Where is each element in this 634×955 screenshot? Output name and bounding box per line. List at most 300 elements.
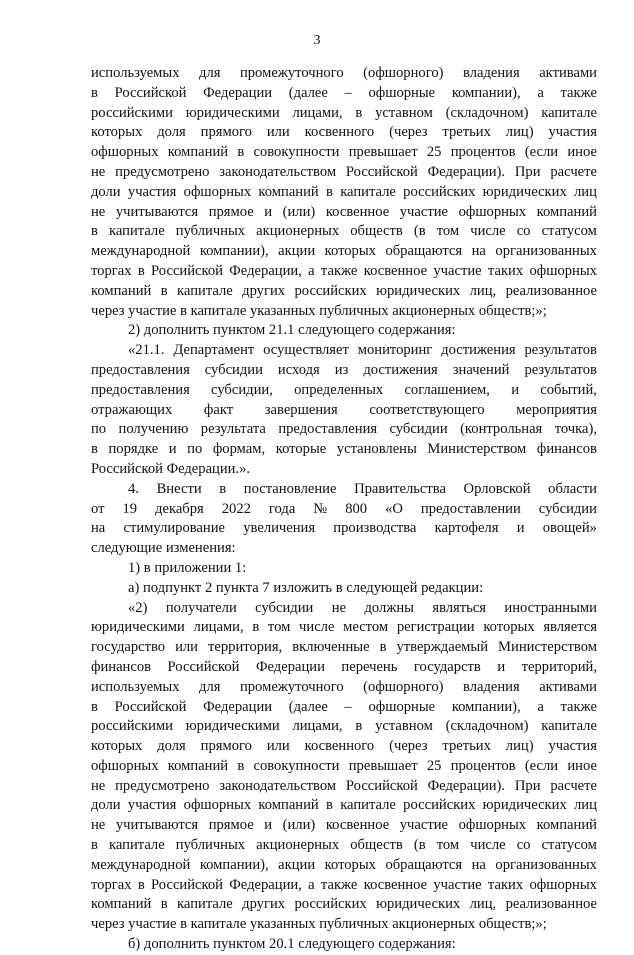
text-word: точка), [554,421,597,438]
text-word: Российской [114,84,187,101]
text-line [91,420,597,440]
text-word: Министерством [498,639,597,656]
text-word: косвенное [325,817,390,834]
text-word: том [436,223,460,240]
text-word: офшорных [183,797,252,814]
text-word: предоставления [91,381,190,398]
text-line [91,460,597,480]
text-word: в [91,84,98,101]
text-line [91,539,597,559]
text-word: российских [403,797,476,814]
text-word: предоставлении [420,500,521,517]
text-word: а [308,262,315,279]
text-word: таких [487,876,524,893]
text-word: в [326,183,333,200]
text-word: лиц, [469,282,497,299]
text-word: предусмотрено [115,777,210,794]
text-word: компании), [199,243,269,260]
text-line [91,757,597,777]
text-word: государств [413,658,481,675]
text-word: (через [389,738,428,755]
text-line [91,658,597,678]
text-word: субсидии [389,421,448,438]
text-word: от [91,500,105,517]
text-word: соглашением, [404,381,490,398]
text-word: следующие изменения: [91,540,236,557]
text-word: а [537,84,544,101]
text-word: офшорных [91,757,159,774]
text-word: на [91,520,106,537]
text-line [91,559,597,579]
text-word: капитале [541,718,597,735]
text-word: косвенное [325,203,390,220]
text-word: через участие в капитале указанных публичных акционерных обществ;»; [91,302,547,319]
text-word: акционерных [256,223,340,240]
text-word: промежуточного [239,678,344,695]
text-word: (или) [282,817,316,834]
text-word: стимулирование [123,520,226,537]
text-word: совокупности [253,144,340,161]
text-word: должны [364,599,414,616]
text-word: При [514,777,541,794]
text-word: результатов [524,342,597,359]
text-word: субсидии [255,599,314,616]
text-word: (или) [282,203,316,220]
text-word: других [242,896,286,913]
text-word: используемых [91,678,180,695]
text-word: государство [91,639,166,656]
text-word: превышает [348,144,418,161]
text-word: в [379,639,387,656]
text-word: международной [91,856,191,873]
text-word: завершения [264,401,338,418]
text-word: регистрации [396,619,475,636]
text-line [91,717,597,737]
text-word: законодательством [219,777,337,794]
text-word: мероприятия [516,401,597,418]
document-body [91,64,597,955]
text-line [91,599,597,619]
text-word: финансов [91,658,152,675]
text-word: реализованное [505,896,597,913]
text-word: мониторинг [357,342,433,359]
text-word: Орловской [463,480,531,497]
text-word: факт [203,401,234,418]
text-word: в [91,223,98,240]
text-word: событий, [540,381,597,398]
text-line [91,282,597,302]
text-word: включенные [292,639,370,656]
text-word: и [168,441,177,458]
text-line [91,777,597,797]
text-word: владения [463,65,520,81]
text-word: офшорных [458,817,527,834]
text-word: а) подпункт 2 пункта 7 изложить в следующей редакции: [128,579,484,596]
text-word: компаний [258,797,319,814]
text-word: компаний [258,183,319,200]
text-word: получению [118,421,189,438]
text-line [91,123,597,143]
text-word: промежуточного [239,65,344,81]
text-word: – [344,698,352,715]
text-word: в [355,718,363,735]
text-word: и [497,658,506,675]
text-word: российскими [91,718,173,735]
text-word: являться [432,599,486,616]
text-word: не [91,203,106,220]
text-word: российских [294,896,367,913]
text-line [91,737,597,757]
text-word: том [436,837,460,854]
text-line [91,242,597,262]
text-word: Российской [345,163,418,180]
text-word: 19 [122,500,138,517]
text-word: области [548,480,597,497]
text-word: публичных [175,223,246,240]
text-word: картофеля [434,520,499,537]
text-word: 4. [128,480,139,497]
text-word: перечень [341,658,398,675]
text-word: также [560,84,597,101]
text-word: (складочном) [445,104,529,121]
text-word: (если [524,757,559,774]
text-word: офшорных [529,876,597,893]
text-word: достижения [363,361,438,378]
text-word: третьих [442,124,491,141]
text-word: капитале [108,223,165,240]
text-word: (офшорного) [363,65,444,81]
text-word: офшорные [368,698,436,715]
text-word: участие [433,876,482,893]
text-word: расчете [550,777,597,794]
text-word: Российской Федерации.». [91,460,251,477]
text-word: иное [567,757,597,774]
text-word: участия [548,124,597,141]
text-word: расчете [550,163,597,180]
text-word: территорий, [521,658,597,675]
text-word: таких [487,262,524,279]
text-word: доли [91,183,121,200]
text-word: значений [452,361,510,378]
text-word: а [537,698,544,715]
text-word: в [160,282,168,299]
text-word: российских [294,282,367,299]
text-word: совокупности [253,757,340,774]
text-word: № [313,500,328,517]
text-word: на [471,856,486,873]
text-word: в [91,837,98,854]
text-word: косвенное [363,262,428,279]
text-word: «О [385,500,403,517]
text-word: лиц, [469,896,497,913]
text-word: Федерации, [229,262,302,279]
text-word: учитываются [115,203,199,220]
text-word: косвенного [304,738,375,755]
text-word: установлены [336,441,417,458]
text-word: которых [91,124,143,141]
text-word: лиц) [505,738,534,755]
text-line [91,836,597,856]
text-word: исходя [277,361,320,378]
text-word: третьих [442,738,491,755]
text-word: компании), [199,856,269,873]
text-word: финансов [536,441,597,458]
text-word: формам, [212,441,266,458]
text-word: лицами, [292,104,343,121]
text-word: числе [299,619,335,636]
text-word: процентов [450,144,516,161]
text-line [91,262,597,282]
text-word: 2022 [221,500,251,517]
text-word: участие [399,817,448,834]
text-word: (складочном) [445,718,529,735]
text-word: которых [483,619,535,636]
text-word: постановление [243,480,337,497]
text-word: публичных [175,837,246,854]
text-line [91,104,597,124]
text-word: также [320,876,358,893]
text-word: через участие в капитале указанных публичных акционерных обществ;»; [91,916,547,933]
text-word: участия [548,738,597,755]
text-word: Федерации [255,658,325,675]
text-word: 2) дополнить пунктом 21.1 следующего содержания: [128,322,456,339]
text-word: которых [324,243,376,260]
text-word: владения [463,678,520,695]
text-word: также [560,698,597,715]
text-line [91,381,597,401]
text-line [91,361,597,381]
text-word: 25 [426,757,442,774]
text-word: не [91,817,106,834]
text-word: которые [275,441,327,458]
text-word: предоставления [91,361,190,378]
text-line [91,440,597,460]
text-word: территория, [208,639,283,656]
text-word: «21.1. [128,342,165,359]
text-word: определенных [294,381,384,398]
text-line [91,480,597,500]
text-word: активами [539,678,597,695]
text-word: активами [539,65,597,81]
text-word: организованных [495,243,597,260]
text-word: компаний [536,817,597,834]
text-word: получатели [165,599,237,616]
text-word: увеличения [243,520,316,537]
text-word: в [91,698,98,715]
text-word: Федерации). [427,163,506,180]
text-line [91,579,597,599]
text-word: юридических [482,797,567,814]
text-word: При [514,163,541,180]
text-word: капитале [177,282,233,299]
text-word: юридическими [185,718,280,735]
text-word: участие [399,203,448,220]
text-word: участия [127,797,177,814]
text-word: субсидии [538,500,597,517]
text-word: которых [324,856,376,873]
text-line [91,856,597,876]
text-word: субсидии, [211,381,273,398]
text-word: в [91,441,98,458]
text-word: овощей» [542,520,597,537]
text-word: участие [433,262,482,279]
text-word: (в [413,223,426,240]
text-word: уставном [375,718,433,735]
text-line [91,915,597,935]
text-word: предоставления [278,421,378,438]
text-word: капитале [108,837,165,854]
text-word: иностранными [504,599,597,616]
text-word: (в [413,837,426,854]
text-word: числе [470,223,506,240]
text-word: юридических [376,896,461,913]
text-word: участия [127,183,177,200]
text-word: используемых [91,65,180,81]
text-word: не [91,777,106,794]
text-line [91,638,597,658]
text-word: со [516,223,531,240]
text-word: для [199,65,221,81]
text-word: 25 [426,144,442,161]
text-word: юридическими [91,619,185,636]
text-line [91,519,597,539]
text-word: лиц) [505,124,534,141]
text-word: соответствующего [369,401,485,418]
text-word: декабря [155,500,204,517]
text-word: Федерации, [229,876,302,893]
text-word: субсидии [204,361,263,378]
text-word: не [91,163,106,180]
text-word: акции [278,243,316,260]
text-word: капитале [340,183,396,200]
text-word: прямого [200,738,252,755]
text-word: офшорные [368,84,436,101]
text-word: доля [157,738,186,755]
text-line [91,143,597,163]
text-word: лицами, [292,718,343,735]
text-word: российскими [91,104,173,121]
text-line [91,698,597,718]
text-word: и [516,520,525,537]
text-word: капитале [340,797,396,814]
text-word: доля [157,124,186,141]
text-word: из [334,361,349,378]
text-word: Российской [151,876,223,893]
text-word: а [308,876,315,893]
text-word: компании), [451,84,521,101]
text-word: акционерных [256,837,340,854]
text-word: прямое [208,203,254,220]
text-word: порядке [108,441,159,458]
text-word: на [471,243,486,260]
text-line [91,163,597,183]
text-word: Департамент [173,342,255,359]
text-line [91,84,597,104]
text-word: местом [343,619,389,636]
text-word: компаний [536,203,597,220]
text-word: учитываются [115,817,199,834]
text-line [91,816,597,836]
text-line [91,401,597,421]
text-word: является [543,619,597,636]
text-word: для [199,678,221,695]
text-word: и [264,203,273,220]
text-word: 1) в приложении 1: [128,559,247,576]
text-word: компаний [91,282,152,299]
text-word: и [264,817,273,834]
text-word: отражающих [91,401,173,418]
text-line [91,796,597,816]
text-line [91,678,597,698]
text-word: утверждаемый [396,639,489,656]
text-word: российских [403,183,476,200]
text-word: законодательством [219,163,337,180]
text-word: в [252,619,260,636]
text-word: офшорных [458,203,527,220]
text-word: в [355,104,363,121]
text-word: (контрольная [460,421,543,438]
text-word: в [237,144,245,161]
text-word: косвенного [304,124,375,141]
text-word: статусом [541,223,597,240]
text-word: иное [567,144,597,161]
text-word: офшорных [183,183,252,200]
text-word: или [266,738,290,755]
text-line [91,935,597,955]
text-word: Федерации). [427,777,506,794]
text-word: уставном [375,104,433,121]
text-word: Российской [151,262,223,279]
text-word: организованных [495,856,597,873]
text-word: «2) [128,599,148,616]
text-word: 800 [345,500,368,517]
text-word: в [137,876,145,893]
text-word: офшорных [91,144,159,161]
text-word: том [267,619,291,636]
text-word: Федерации [203,84,273,101]
text-line [91,64,597,84]
text-word: международной [91,243,191,260]
text-line [91,183,597,203]
text-word: года [268,500,296,517]
text-word: юридических [376,282,461,299]
text-word: не [331,599,347,616]
text-word: числе [470,837,506,854]
text-word: юридических [482,183,567,200]
text-word: доли [91,797,121,814]
text-word: Российской [114,698,187,715]
text-word: процентов [450,757,516,774]
text-word: в [219,480,227,497]
text-word: лиц [574,183,597,200]
text-line [91,302,597,322]
text-word: других [242,282,286,299]
text-word: компаний [91,896,152,913]
text-word: Внести [156,480,202,497]
text-word: в [160,896,168,913]
text-word: в [137,262,145,279]
text-word: лиц [574,797,597,814]
text-word: результата [200,421,266,438]
text-word: по [91,421,107,438]
text-word: капитале [177,896,233,913]
text-word: обращаются [385,243,463,260]
text-line [91,321,597,341]
text-word: обществ [350,223,403,240]
text-word: результатов [524,361,597,378]
text-word: Российской [167,658,240,675]
text-line [91,341,597,361]
